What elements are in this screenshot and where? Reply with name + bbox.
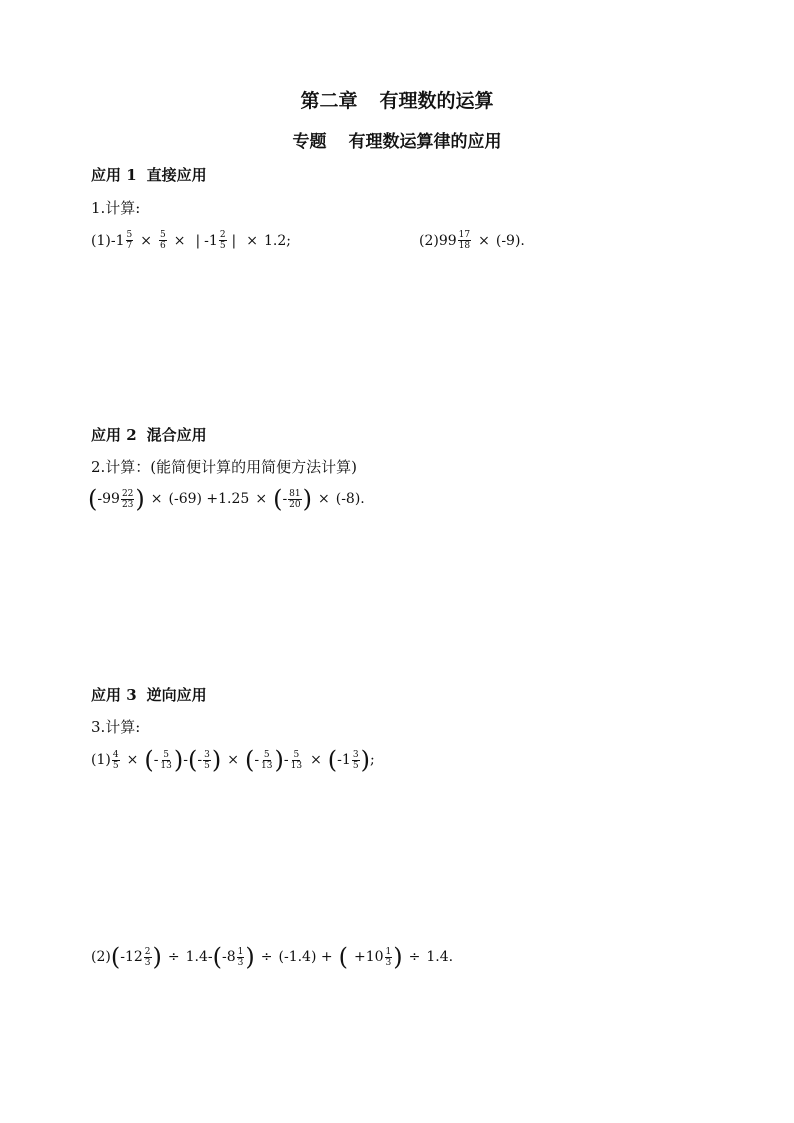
fraction: $\frac{81}{20}$ [289,488,301,510]
fraction: $\frac{5}{6}$ [159,230,166,251]
question-1-part-1: (1) - 1 $\frac{5}{7}$ × $\frac{5}{6}$ × | - 1 $\frac{2}{5}$ | × 1.2; [91,230,291,251]
fraction: $\frac{5}{13}$ [160,749,172,771]
question-3-stem: 3.计算: [91,718,141,736]
fraction: $\frac{17}{18}$ [458,230,471,251]
question-3-part-2: (2) ( - 12 $\frac{2}{3}$ ) ÷ 1.4- ( - 8 $\frac{1}{3}$ ) ÷ (-1.4) + ( + 10 $\frac{1}{3}$ ) ÷ 1.4. [91,943,454,971]
mixed-number: - 8 $\frac{1}{3}$ [222,946,244,968]
fraction: $\frac{4}{5}$ [112,749,119,771]
fraction: $\frac{2}{3}$ [144,946,151,968]
fraction: $\frac{22}{23}$ [121,488,134,510]
mixed-number: - 12 $\frac{2}{3}$ [120,946,151,968]
mixed-number: - 1 $\frac{2}{5}$ [204,230,226,251]
fraction: $\frac{5}{7}$ [126,230,133,251]
section-2-heading: 应用 2 混合应用 [91,426,207,444]
topic-title: 专题 有理数运算律的应用 [292,132,502,152]
question-2-expression: ( - 99 $\frac{22}{23}$ ) × (-69) +1.25 × ( - $\frac{81}{20}$ ) × (-8). [88,485,365,513]
fraction: $\frac{1}{3}$ [385,946,392,968]
mixed-number: - 1 $\frac{3}{5}$ [337,749,359,771]
mixed-number: 99 $\frac{17}{18}$ [438,230,471,251]
fraction: $\frac{5}{13}$ [261,749,273,771]
question-1-part-2: (2) 99 $\frac{17}{18}$ × (-9). [419,230,525,251]
mixed-number: - 99 $\frac{22}{23}$ [97,488,134,510]
fraction: $\frac{3}{5}$ [204,749,210,771]
fraction: $\frac{5}{13}$ [290,749,303,771]
chapter-title: 第二章 有理数的运算 [300,90,494,112]
question-2-stem: 2.计算：(能简便计算的用简便方法计算) [91,458,358,476]
section-3-heading: 应用 3 逆向应用 [91,686,207,704]
fraction: $\frac{2}{5}$ [219,230,226,251]
fraction: $\frac{1}{3}$ [237,946,244,968]
section-1-heading: 应用 1 直接应用 [91,166,207,184]
fraction: $\frac{3}{5}$ [352,749,359,771]
question-3-part-1: (1) $\frac{4}{5}$ × ( - $\frac{5}{13}$ ) - ( - $\frac{3}{5}$ ) × ( - $\frac{5}{13}$ ) - $\frac{5}{13}$ × ( - 1 $\frac{3}{5}$ ) ; [91,746,375,774]
mixed-number: + 10 $\frac{1}{3}$ [353,946,392,968]
mixed-number: - 1 $\frac{5}{7}$ [110,230,133,251]
question-1-stem: 1.计算: [91,199,141,217]
